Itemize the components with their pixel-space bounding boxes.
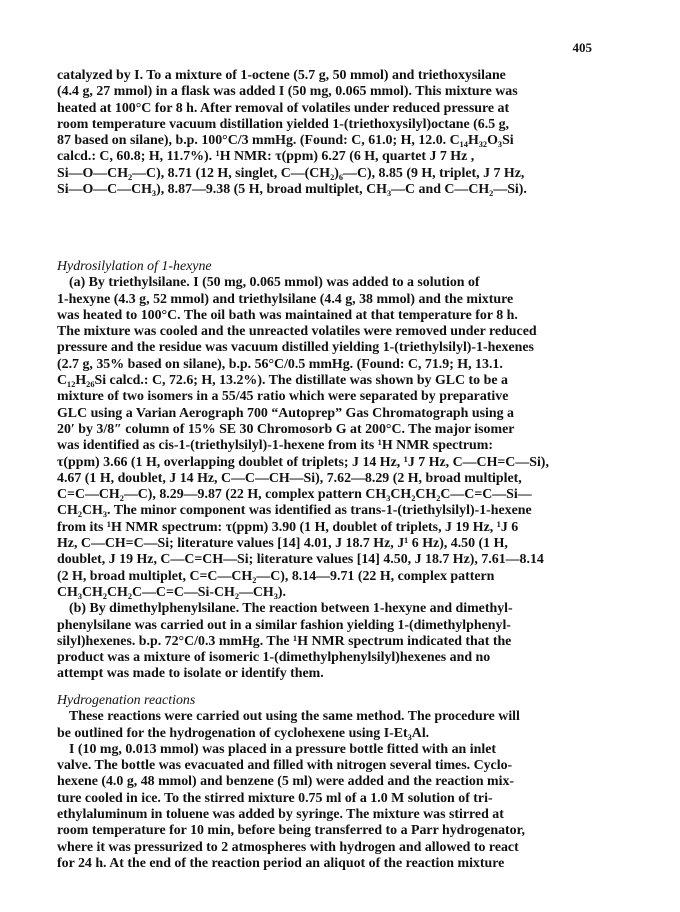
intro-paragraph [57, 68, 627, 198]
text-line: attempt was made to isolate or identify them. [57, 666, 324, 682]
text-line: where it was pressurized to 2 atmospheres with hydrogen and allowed to react [57, 839, 519, 855]
text-line: (4.4 g, 27 mmol) in a flask was added I (50 mg, 0.065 mmol). This mixture was [57, 84, 518, 100]
text-line: (2.7 g, 35% based on silane), b.p. 56°C/0.5 mmHg. (Found: C, 71.9; H, 13.1. [57, 356, 503, 372]
text-line: I (10 mg, 0.013 mmol) was placed in a pressure bottle fitted with an inlet [69, 741, 496, 757]
hydrogenation-section [57, 693, 627, 872]
text-line: silyl)hexenes. b.p. 72°C/0.3 mmHg. The ¹H NMR spectrum indicated that the [57, 633, 512, 649]
text-line: C=C—CH₂—C), 8.29—9.87 (22 H, complex pattern CH₃CH₂CH₂C—C=C—Si— [57, 487, 532, 503]
text-line: CH₃CH₂CH₂C—C=C—Si-CH₂—CH₃). [57, 584, 286, 600]
text-line: 87 based on silane), b.p. 100°C/3 mmHg. (Found: C, 61.0; H, 12.0. C₁₄H₃₂O₃Si [57, 133, 514, 149]
text-line: was heated to 100°C. The oil bath was maintained at that temperature for 8 h. [57, 307, 518, 323]
text-line: (2 H, broad multiplet, C=C—CH₂—C), 8.14—9.71 (22 H, complex pattern [57, 568, 495, 584]
text-line: (b) By dimethylphenylsilane. The reaction between 1-hexyne and dimethyl- [69, 601, 513, 617]
text-line: Si—O—CH₂—C), 8.71 (12 H, singlet, C—(CH₂)₆—C), 8.85 (9 H, triplet, J 7 Hz, [57, 165, 525, 181]
text-line: τ(ppm) 3.66 (1 H, overlapping doublet of triplets; J 14 Hz, ¹J 7 Hz, C—CH=C—Si), [57, 454, 549, 470]
text-line: 1-hexyne (4.3 g, 52 mmol) and triethylsilane (4.4 g, 38 mmol) and the mixture [57, 291, 514, 307]
text-line: room temperature for 10 min, before being transferred to a Parr hydrogenator, [57, 823, 525, 839]
text-line: valve. The bottle was evacuated and filled with nitrogen several times. Cyclo- [57, 758, 513, 774]
text-line: Hz, C—CH=C—Si; literature values [14] 4.01, J 18.7 Hz, J¹ 6 Hz), 4.50 (1 H, [57, 536, 508, 552]
hydrosilylation-section [57, 259, 627, 683]
section-heading: Hydrogenation reactions [57, 693, 196, 708]
text-line: 4.67 (1 H, doublet, J 14 Hz, C—C—CH—Si), 7.62—8.29 (2 H, broad multiplet, [57, 470, 522, 486]
text-line: 20′ by 3/8″ column of 15% SE 30 Chromosorb G at 200°C. The major isomer [57, 421, 515, 437]
text-line: hexene (4.0 g, 48 mmol) and benzene (5 ml) were added and the reaction mix- [57, 774, 515, 790]
text-line: catalyzed by I. To a mixture of 1-octene (5.7 g, 50 mmol) and triethoxysilane [57, 68, 506, 83]
text-line: ethylaluminum in toluene was added by syringe. The mixture was stirred at [57, 807, 504, 823]
text-line: (a) By triethylsilane. I (50 mg, 0.065 mmol) was added to a solution of [69, 275, 480, 291]
text-line: pressure and the residue was vacuum distilled yielding 1-(triethylsilyl)-1-hexenes [57, 340, 534, 356]
text-line: ture cooled in ice. To the stirred mixture 0.75 ml of a 1.0 M solution of tri- [57, 790, 493, 806]
text-line: room temperature vacuum distillation yielded 1-(triethoxysilyl)octane (6.5 g, [57, 116, 510, 132]
text-line: doublet, J 19 Hz, C—C=CH—Si; literature values [14] 4.50, J 18.7 Hz), 7.61—8.14 [57, 552, 544, 568]
text-line: mixture of two isomers in a 55/45 ratio which were separated by preparative [57, 389, 509, 405]
text-line: The mixture was cooled and the unreacted volatiles were removed under reduced [57, 324, 537, 340]
text-line: These reactions were carried out using the same method. The procedure will [69, 709, 520, 725]
page-number: 405 [572, 40, 592, 55]
text-line: from its ¹H NMR spectrum: τ(ppm) 3.90 (1 H, doublet of triplets, J 19 Hz, ¹J 6 [57, 519, 519, 535]
text-line: was identified as cis-1-(triethylsilyl)-1-hexene from its ¹H NMR spectrum: [57, 438, 493, 454]
text-line: GLC using a Varian Aerograph 700 “Autoprep” Gas Chromatograph using a [57, 405, 514, 421]
text-line: heated at 100°C for 8 h. After removal of volatiles under reduced pressure at [57, 100, 510, 116]
text-line: phenylsilane was carried out in a similar fashion yielding 1-(dimethylphenyl- [57, 617, 511, 633]
text-line: be outlined for the hydrogenation of cyclohexene using I-Et₃Al. [57, 725, 430, 741]
text-line: for 24 h. At the end of the reaction period an aliquot of the reaction mixture [57, 855, 505, 871]
text-line: Si—O—C—CH₃), 8.87—9.38 (5 H, broad multiplet, CH₃—C and C—CH₂—Si). [57, 182, 527, 198]
text-line: calcd.: C, 60.8; H, 11.7%). ¹H NMR: τ(ppm) 6.27 (6 H, quartet J 7 Hz , [57, 149, 475, 165]
section-heading: Hydrosilylation of 1-hexyne [57, 259, 212, 274]
text-line: CH₂CH₃. The minor component was identified as trans-1-(triethylsilyl)-1-hexene [57, 503, 532, 519]
text-line: product was a mixture of isomeric 1-(dimethylphenylsilyl)hexenes and no [57, 650, 491, 666]
text-line: C₁₂H₂₆Si calcd.: C, 72.6; H, 13.2%). The distillate was shown by GLC to be a [57, 373, 508, 389]
